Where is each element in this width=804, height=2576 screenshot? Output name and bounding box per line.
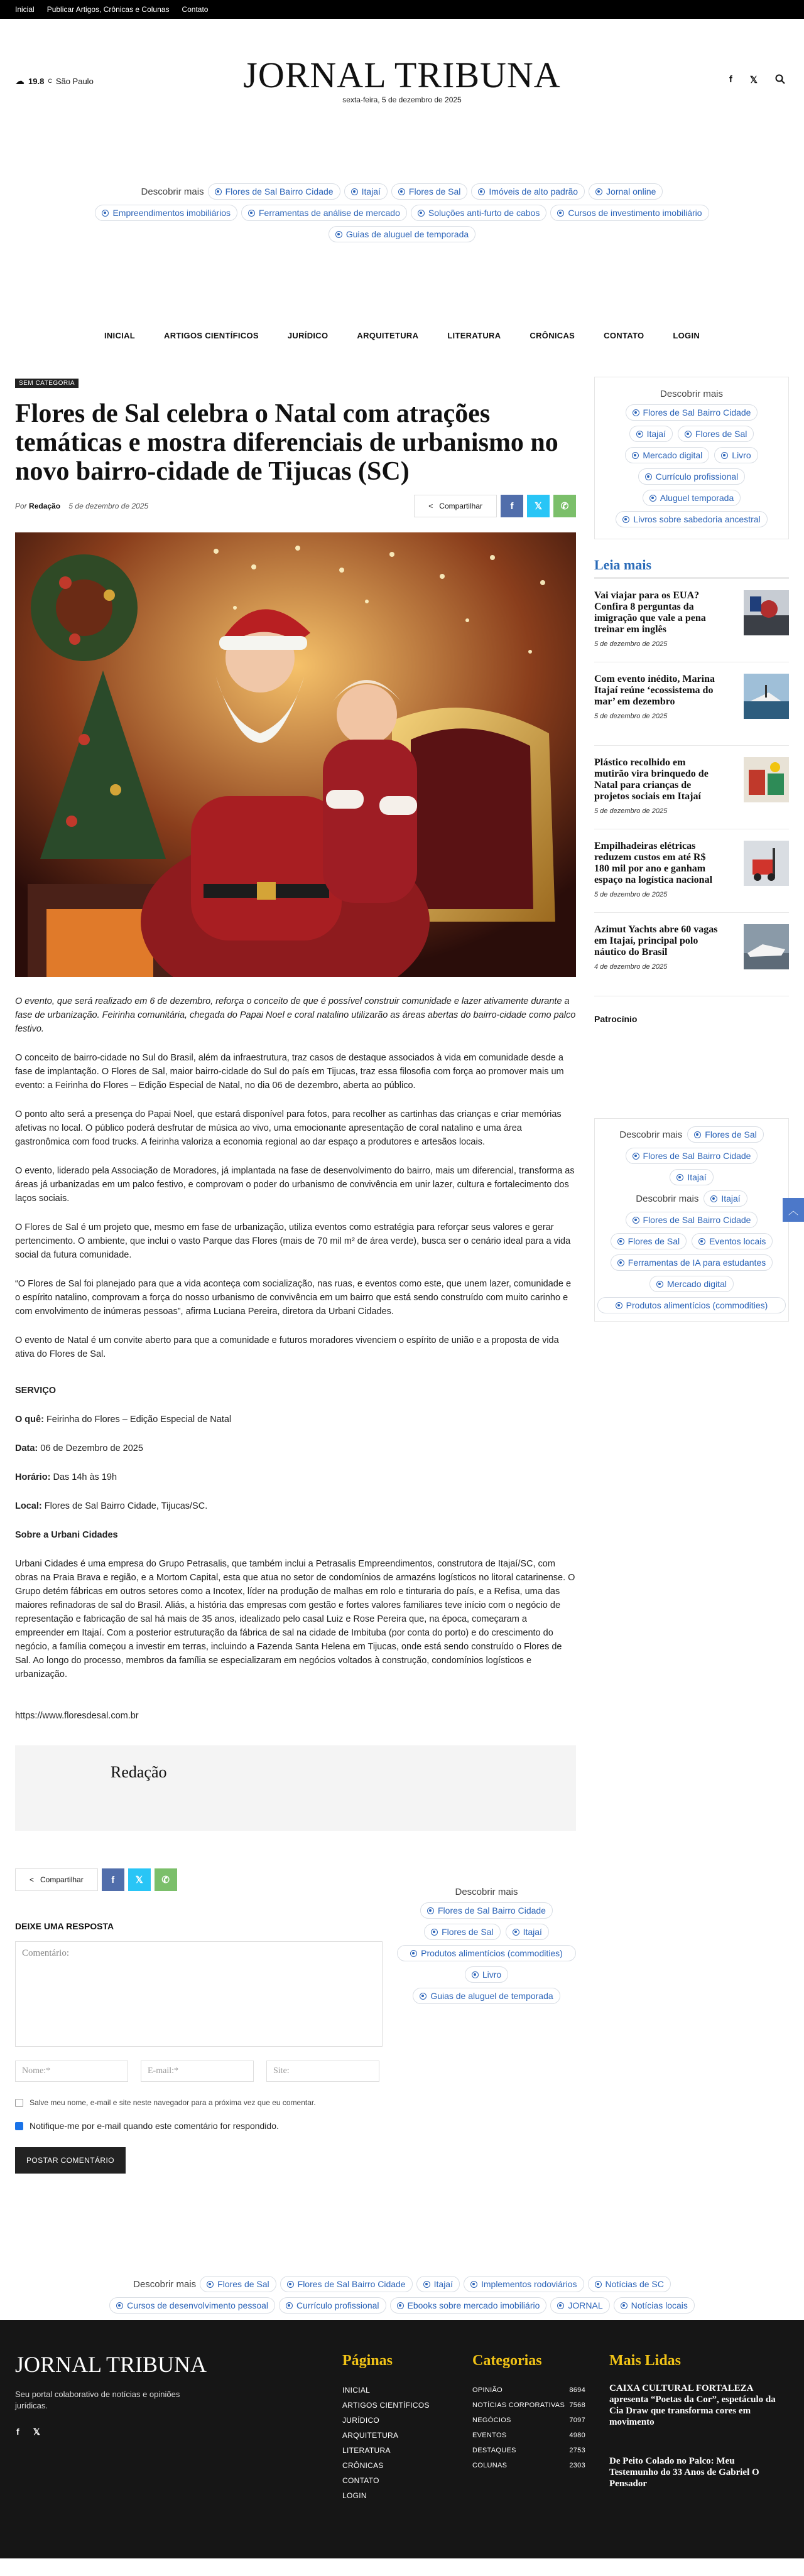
footer-page-link[interactable]: LITERATURA [342, 2446, 391, 2455]
tag-label: Jornal online [606, 186, 656, 197]
discover-tag[interactable] [611, 1254, 773, 1271]
facebook-share-icon[interactable]: f [501, 495, 523, 517]
divider [594, 745, 789, 746]
site-footer [0, 2320, 804, 2558]
footer-category[interactable] [472, 2443, 585, 2458]
facebook-icon[interactable]: f [16, 2427, 19, 2437]
search-tag-icon [513, 1929, 519, 1936]
discover-tag[interactable] [649, 1276, 734, 1292]
leia-mais-item[interactable] [594, 757, 789, 825]
discover-tag[interactable] [506, 1924, 549, 1940]
nav-item-login[interactable]: LOGIN [673, 330, 700, 340]
article-date: 5 de dezembro de 2025 [68, 502, 149, 510]
search-tag-icon [207, 2281, 214, 2288]
tag-label: Flores de Sal Bairro Cidade [643, 1151, 751, 1161]
tag-label: Notícias locais [631, 2300, 688, 2310]
most-read-item[interactable]: De Peito Colado no Palco: Meu Testemunho do 33 Anos de Gabriel O Pensador [609, 2456, 759, 2489]
x-share-icon[interactable]: 𝕏 [527, 495, 550, 517]
footer-description: Seu portal colaborativo de notícias e opiniões jurídicas. [15, 2390, 180, 2410]
search-tag-icon [633, 1153, 639, 1160]
tag-label: Imóveis de alto padrão [489, 186, 579, 197]
category-name: COLUNAS [472, 2462, 508, 2469]
leia-mais-thumbnail[interactable] [744, 841, 789, 886]
leia-mais-item[interactable] [594, 924, 789, 992]
tag-label: Flores de Sal [217, 2279, 269, 2289]
search-tag-icon [633, 409, 639, 416]
search-tag-icon [215, 188, 222, 195]
tag-label: Livro [482, 1970, 502, 1980]
discover-tag[interactable] [279, 2297, 386, 2314]
tag-label: Produtos alimentícios (commodities) [626, 1300, 768, 1310]
discover-more-label: Descobrir mais [133, 2278, 197, 2290]
share-bar [414, 495, 576, 517]
category-name: OPINIÃO [472, 2386, 503, 2394]
nav-item-juridico[interactable]: JURÍDICO [287, 330, 329, 340]
leia-mais-title[interactable]: Com evento inédito, Marina Itajaí reúne ‘ecossistema do mar’ em dezembro [594, 674, 715, 707]
search-tag-icon [649, 495, 656, 502]
share-button[interactable] [15, 1868, 98, 1891]
discover-tag[interactable] [626, 1148, 758, 1164]
footer-page-link[interactable]: CONTATO [342, 2476, 379, 2485]
sidebar-discover-2 [594, 1118, 789, 1322]
tag-label: Flores de Sal Bairro Cidade [643, 1215, 751, 1225]
search-tag-icon [621, 2302, 627, 2309]
discover-tag[interactable] [714, 447, 758, 463]
footer-page-link[interactable]: INICIAL [342, 2386, 371, 2395]
footer-social [16, 2427, 40, 2437]
search-tag-icon [676, 1174, 683, 1181]
facebook-share-icon[interactable]: f [102, 1868, 124, 1891]
weather-temp: 19.8 [28, 76, 45, 86]
notify-label: Notifique-me por e-mail quando este comentário for respondido. [30, 2121, 279, 2131]
tag-label: Flores de Sal [408, 186, 461, 197]
whatsapp-share-icon[interactable]: ✆ [553, 495, 576, 517]
header-date: sexta-feira, 5 de dezembro de 2025 [342, 95, 462, 104]
footer-category[interactable] [472, 2398, 585, 2413]
tag-label: Flores de Sal [705, 1129, 757, 1140]
x-icon[interactable]: 𝕏 [33, 2427, 40, 2437]
discover-tag[interactable] [109, 2297, 275, 2314]
leia-mais-title[interactable]: Azimut Yachts abre 60 vagas em Itajaí, principal polo náutico do Brasil [594, 924, 718, 957]
leia-mais-title[interactable]: Plástico recolhido em mutirão vira brinquedo de Natal para crianças de projetos sociais em Itajaí [594, 757, 709, 802]
search-tag-icon [557, 2302, 564, 2309]
footer-logo[interactable]: JORNAL TRIBUNA [15, 2352, 207, 2377]
category-name: EVENTOS [472, 2432, 507, 2439]
leia-mais-date: 5 de dezembro de 2025 [594, 713, 668, 720]
discover-tag[interactable] [629, 426, 673, 442]
servico-value: Das 14h às 19h [53, 1472, 117, 1482]
footer-categories-heading: Categorias [472, 2352, 542, 2369]
discover-tag[interactable] [687, 1126, 763, 1143]
footer-page-link[interactable]: JURÍDICO [342, 2416, 380, 2425]
tag-label: Flores de Sal Bairro Cidade [225, 186, 334, 197]
topbar-link-inicial[interactable]: Inicial [15, 5, 35, 14]
sidebar [594, 377, 789, 1322]
discover-tag[interactable] [626, 1212, 758, 1228]
search-tag-icon [116, 2302, 123, 2309]
nav-item-inicial[interactable]: INICIAL [104, 330, 135, 340]
nav-item-literatura[interactable]: LITERATURA [447, 330, 501, 340]
site-logo[interactable]: JORNAL TRIBUNA [243, 55, 561, 95]
leia-mais-item[interactable] [594, 674, 789, 741]
discover-tag[interactable] [390, 2297, 547, 2314]
author-box [15, 1745, 576, 1831]
share-label: Compartilhar [439, 502, 482, 510]
tag-label: Itajaí [433, 2279, 453, 2289]
reply-heading: DEIXE UMA RESPOSTA [15, 1921, 114, 1931]
search-tag-icon [423, 2281, 430, 2288]
servico-value: Flores de Sal Bairro Cidade, Tijucas/SC. [44, 1501, 208, 1511]
site-header [0, 19, 804, 108]
search-tag-icon [102, 210, 109, 217]
search-tag-icon [418, 210, 425, 217]
tag-label: Cursos de desenvolvimento pessoal [127, 2300, 269, 2310]
scroll-to-top-button[interactable] [783, 1198, 804, 1222]
discover-tag[interactable] [670, 1169, 713, 1185]
nav-item-contato[interactable]: CONTATO [604, 330, 644, 340]
leia-mais-thumbnail[interactable] [744, 924, 789, 969]
author-link[interactable]: Redação [29, 502, 61, 510]
tag-label: Itajaí [646, 429, 666, 439]
tag-label: Itajaí [361, 186, 381, 197]
discover-tag[interactable] [638, 468, 746, 485]
tag-label: Mercado digital [667, 1279, 727, 1289]
discover-tag[interactable] [625, 447, 709, 463]
save-info-checkbox[interactable] [15, 2099, 23, 2107]
search-tag-icon [431, 1929, 438, 1936]
nav-item-arquitetura[interactable]: ARQUITETURA [357, 330, 419, 340]
discover-tag[interactable] [200, 2276, 276, 2292]
tag-label: Currículo profissional [296, 2300, 379, 2310]
share-icon: < [428, 502, 433, 510]
category-count: 8694 [569, 2386, 585, 2394]
search-tag-icon [617, 1259, 624, 1266]
divider [594, 912, 789, 913]
discover-tag[interactable] [614, 2297, 695, 2314]
search-tag-icon [287, 2281, 294, 2288]
discover-tag[interactable] [329, 226, 475, 242]
search-tag-icon [478, 188, 485, 195]
tag-label: Flores de Sal [627, 1236, 680, 1246]
discover-tag[interactable] [597, 1297, 786, 1313]
discover-tag[interactable] [550, 2297, 609, 2314]
tag-label: Livros sobre sabedoria ancestral [633, 514, 761, 524]
search-tag-icon [595, 2281, 602, 2288]
tag-label: Flores de Sal Bairro Cidade [643, 407, 751, 418]
servico-item [15, 1413, 576, 1426]
name-field[interactable]: Nome:* [15, 2061, 128, 2082]
discover-more-label: Descobrir mais [636, 1193, 699, 1204]
search-icon[interactable] [775, 74, 785, 87]
search-tag-icon [427, 1907, 434, 1914]
search-tag-icon [398, 188, 405, 195]
discover-tag[interactable] [208, 183, 340, 200]
footer-category[interactable] [472, 2458, 585, 2473]
comment-textarea[interactable]: Comentário: [15, 1941, 383, 2047]
discover-tag[interactable] [588, 2276, 671, 2292]
discover-tag[interactable] [241, 205, 407, 221]
search-tag-icon [698, 1238, 705, 1245]
tag-label: Notícias de SC [605, 2279, 664, 2289]
search-tag-icon [645, 473, 652, 480]
discover-more-label: Descobrir mais [619, 1129, 683, 1140]
servico-heading: SERVIÇO [15, 1386, 57, 1396]
leia-mais-heading: Leia mais [594, 557, 652, 573]
servico-label: O quê: [15, 1415, 44, 1425]
paragraph: O evento de Natal é um convite aberto para que a comunidade e futuros moradores vivenciem o espírito de união e a proposta de vida ativa do Flores de Sal. [15, 1335, 559, 1359]
post-comment-button[interactable]: POSTAR COMENTÁRIO [15, 2147, 126, 2174]
category-count: 4980 [569, 2432, 585, 2439]
discover-tag[interactable] [416, 2276, 460, 2292]
chevron-up-icon: ︿ [788, 1205, 798, 1217]
discover-tag[interactable] [704, 1190, 747, 1207]
tag-label: Ferramentas de análise de mercado [258, 208, 400, 218]
paragraph: O ponto alto será a presença do Papai Noel, que estará disponível para fotos, para recolher as cartinhas das crianças e criar memórias afetivas no local. O público poderá desfrutar de música ao vivo, uma emocionante apresentação de coral natalino e uma área gastronômica com food trucks. A feirinha valoriza a economia regional ao dar espaço a produtores e artesãos locais. [15, 1109, 562, 1147]
leia-mais-thumbnail[interactable] [744, 590, 789, 635]
tag-label: Implementos rodoviários [481, 2279, 577, 2289]
leia-mais-item[interactable] [594, 841, 789, 908]
tag-label: Guias de aluguel de temporada [345, 229, 469, 239]
search-tag-icon [595, 188, 602, 195]
footer-page-link[interactable]: CRÔNICAS [342, 2461, 384, 2470]
tag-label: Currículo profissional [655, 472, 739, 482]
discover-tag[interactable] [344, 183, 388, 200]
tag-label: Empreendimentos imobiliários [112, 208, 231, 218]
notify-checkbox[interactable] [15, 2122, 23, 2130]
tag-label: Flores de Sal Bairro Cidade [438, 1905, 546, 1916]
tag-label: Aluguel temporada [660, 493, 734, 503]
byline [15, 502, 148, 510]
search-tag-icon [470, 2281, 477, 2288]
article-title: Flores de Sal celebra o Natal com atrações temáticas e mostra diferenciais de urbanismo no novo bairro-cidade de Tijucas (SC) [15, 399, 558, 486]
topbar-link-contato[interactable]: Contato [182, 5, 209, 14]
tag-label: Ebooks sobre mercado imobiliário [407, 2300, 540, 2310]
footer-page-link[interactable]: ARTIGOS CIENTÍFICOS [342, 2401, 430, 2410]
search-tag-icon [622, 516, 629, 523]
x-icon[interactable]: 𝕏 [749, 75, 758, 85]
leia-mais-date: 5 de dezembro de 2025 [594, 891, 668, 898]
top-bar [0, 0, 804, 19]
leia-mais-item[interactable] [594, 590, 789, 658]
topbar-link-publicar[interactable]: Publicar Artigos, Crônicas e Colunas [46, 5, 170, 14]
image-caption: O evento, que será realizado em 6 de dezembro, reforça o conceito de que é possível construir comunidade e lazer ativamente durante a fase de urbanização. Feirinha comunitária, chegada do Papai Noel e coral natalino utilizarão as áreas abertas do bairro-cidade como palco festivo. [15, 996, 576, 1034]
search-tag-icon [351, 188, 358, 195]
category-name: NOTÍCIAS CORPORATIVAS [472, 2401, 565, 2409]
notify-option [15, 2121, 576, 2131]
tag-label: Itajaí [523, 1927, 542, 1937]
tag-label: Livro [732, 450, 751, 460]
search-tag-icon [420, 1993, 426, 2000]
tag-label: Eventos locais [709, 1236, 766, 1246]
discover-tag[interactable] [464, 2276, 584, 2292]
search-tag-icon [397, 2302, 404, 2309]
servico-value: Feirinha do Flores – Edição Especial de Natal [46, 1415, 232, 1425]
tag-label: Guias de aluguel de temporada [430, 1991, 553, 2001]
nav-item-artigos[interactable]: ARTIGOS CIENTÍFICOS [164, 330, 259, 340]
comments-discover [397, 1887, 576, 2004]
comment-fields [15, 2061, 576, 2082]
discover-tag[interactable] [413, 1988, 560, 2004]
content-wrapper [0, 377, 804, 2270]
site-field[interactable]: Site: [266, 2061, 379, 2082]
tag-label: Cursos de investimento imobiliário [568, 208, 702, 218]
tag-label: Itajaí [721, 1194, 741, 1204]
main-nav [0, 316, 804, 354]
servico-label: Local: [15, 1501, 42, 1511]
most-read-item[interactable]: CAIXA CULTURAL FORTALEZA apresenta “Poetas da Cor”, espetáculo da Cia Draw que transforma cores em movimento [609, 2383, 776, 2427]
search-tag-icon [286, 2302, 293, 2309]
servico-label: Horário: [15, 1472, 51, 1482]
share-button[interactable] [414, 495, 497, 517]
discover-more-label: Descobrir mais [455, 1887, 518, 1897]
category-count: 7568 [569, 2401, 585, 2409]
search-tag-icon [633, 1217, 639, 1224]
search-tag-icon [617, 1238, 624, 1245]
search-tag-icon [557, 210, 564, 217]
discover-tag[interactable] [411, 205, 546, 221]
byline-prefix: Por [15, 502, 27, 510]
footer-pages-list [342, 2383, 430, 2503]
nav-item-cronicas[interactable]: CRÔNICAS [530, 330, 575, 340]
category-name: DESTAQUES [472, 2447, 516, 2454]
footer-page-link[interactable]: ARQUITETURA [342, 2431, 399, 2440]
search-tag-icon [472, 1971, 479, 1978]
discover-tag[interactable] [678, 426, 754, 442]
save-info-option [15, 2098, 576, 2107]
search-tag-icon [685, 431, 692, 438]
email-field[interactable]: E-mail:* [141, 2061, 254, 2082]
patrocinio-heading: Patrocínio [594, 1014, 638, 1024]
sidebar-discover-1 [594, 377, 789, 539]
article-meta [15, 495, 576, 517]
discover-tag[interactable] [420, 1902, 553, 1919]
servico-item [15, 1499, 576, 1513]
discover-tag[interactable] [95, 205, 237, 221]
tag-label: Flores de Sal [695, 429, 747, 439]
about-paragraph: Urbani Cidades é uma empresa do Grupo Petrasalis, que também inclui a Petrasalis Empreendimentos, construtora de Itajaí/SC, com obras na Praia Brava e região, e a Mortom Capital, esta que atua no setor de condomínios de armazéns logísticos no litoral catarinense. O Grupo detém fábricas em outros setores como a Incotex, líder na produção de malhas em rolo e tinturaria do país, e a Refisa, uma das maiores refinadoras de sal do Brasil. Aliás, a história das empresas com gestão e fortes valores familiares teve início com o negócio de representação e fabricação de sal há mais de 35 anos, idealizado pelo casal Luiz e Rose Pereira que, na época, começaram a empreender em Itajaí. Com a posterior estruturação da fábrica de sal na cidade de Imbituba (por conta do porto) e do crescimento do negócio, a família começou a investir em terras, incluindo a Fazenda Santa Helena em Tijucas, onde está sendo construído o Flores de Sal. Ao longo do processo, membros da família se especializaram em negócios voltados à construção, condomínios logísticos e urbanização. [15, 1559, 575, 1679]
search-tag-icon [694, 1131, 701, 1138]
discover-tag[interactable] [611, 1233, 687, 1249]
leia-mais-thumbnail[interactable] [744, 674, 789, 719]
search-tag-icon [656, 1281, 663, 1288]
discover-tag[interactable] [391, 183, 467, 200]
discover-tag[interactable] [471, 183, 585, 200]
paragraph: O Flores de Sal é um projeto que, mesmo em fase de urbanização, utiliza eventos como estratégia para reforçar seus valores e gerar pertencimento. O ambiente, que inclui o vasto Parque das Flores (mais de 70 mil m² de área verde), busca ser o cenário ideal para a vida social da futura comunidade. [15, 1222, 571, 1260]
tag-label: Flores de Sal [442, 1927, 494, 1937]
category-count: 2303 [569, 2462, 585, 2469]
discover-tag[interactable] [424, 1924, 500, 1940]
search-tag-icon [636, 431, 643, 438]
discover-tag[interactable] [626, 404, 758, 421]
category-count: 2753 [569, 2447, 585, 2454]
footer-most-read-list [609, 2383, 779, 2489]
search-tag-icon [410, 1950, 417, 1957]
category-count: 7097 [569, 2417, 585, 2424]
footer-category[interactable] [472, 2383, 585, 2398]
tag-label: Soluções anti-furto de cabos [428, 208, 540, 218]
leia-mais-date: 5 de dezembro de 2025 [594, 807, 668, 815]
cloud-icon: ☁ [15, 76, 24, 87]
divider [594, 577, 789, 579]
leia-mais-date: 4 de dezembro de 2025 [594, 963, 668, 971]
share-label: Compartilhar [40, 1875, 84, 1884]
search-tag-icon [632, 452, 639, 459]
header-icons [729, 74, 785, 87]
servico-value: 06 de Dezembro de 2025 [40, 1443, 143, 1453]
category-badge[interactable]: SEM CATEGORIA [15, 379, 79, 388]
discover-tag[interactable] [692, 1233, 773, 1249]
footer-pages-heading: Páginas [342, 2352, 393, 2369]
category-name: NEGÓCIOS [472, 2417, 511, 2424]
servico-item [15, 1442, 576, 1455]
discover-more-label: Descobrir mais [660, 389, 724, 399]
facebook-icon[interactable]: f [729, 74, 732, 85]
source-link[interactable]: https://www.floresdesal.com.br [15, 1711, 139, 1721]
discover-tag[interactable] [643, 490, 741, 506]
tag-label: Produtos alimentícios (commodities) [421, 1948, 563, 1958]
search-tag-icon [248, 210, 255, 217]
tag-label: JORNAL [568, 2300, 603, 2310]
discover-tag[interactable] [589, 183, 663, 200]
search-tag-icon [721, 452, 728, 459]
discover-tag[interactable] [550, 205, 709, 221]
search-tag-icon [616, 1302, 622, 1309]
paragraph: O evento, liderado pela Associação de Moradores, já implantada na fase de desenvolvimento do bairro, mais um diferencial, transforma as áreas já urbanizadas em um palco festivo, e comprovam o poder do urbanismo de convivência em unir lazer, cultura e fortalecimento dos laços sociais. [15, 1166, 575, 1204]
footer-categories-list [472, 2383, 585, 2473]
article-hero-image [15, 532, 576, 977]
save-info-label: Salve meu nome, e-mail e site neste navegador para a próxima vez que eu comentar. [30, 2098, 316, 2107]
search-tag-icon [710, 1195, 717, 1202]
paragraph: O conceito de bairro-cidade no Sul do Brasil, além da infraestrutura, traz casos de destaque associados à vida em comunidade desde a fase de implantação. O Flores de Sal, maior bairro-cidade do Sul do país em Tijucas, traz essa filosofia com força ao promover mais um evento: a Feirinha do Flores – Edição Especial de Natal, no dia 06 de dezembro, aberta ao público. [15, 1053, 564, 1091]
servico-item [15, 1470, 576, 1484]
search-tag-icon [335, 231, 342, 238]
tag-label: Itajaí [687, 1172, 707, 1182]
discover-tag[interactable] [616, 511, 767, 527]
x-share-icon[interactable]: 𝕏 [128, 1868, 151, 1891]
footer-page-link[interactable]: LOGIN [342, 2491, 367, 2500]
weather-unit: C [48, 78, 52, 84]
discover-tag[interactable] [280, 2276, 413, 2292]
share-icon: < [30, 1875, 35, 1884]
tag-label: Mercado digital [643, 450, 703, 460]
servico-label: Data: [15, 1443, 38, 1453]
whatsapp-share-icon[interactable]: ✆ [155, 1868, 177, 1891]
author-box-name[interactable]: Redação [111, 1763, 167, 1781]
leia-mais-title[interactable]: Empilhadeiras elétricas reduzem custos em até R$ 180 mil por ano e ganham espaço na logística nacional [594, 841, 713, 885]
tag-label: Flores de Sal Bairro Cidade [297, 2279, 406, 2289]
discover-tag[interactable] [465, 1966, 508, 1983]
weather-city: São Paulo [55, 76, 94, 86]
discover-more-label: Descobrir mais [141, 186, 204, 197]
leia-mais-thumbnail[interactable] [744, 757, 789, 802]
discover-tag[interactable] [397, 1945, 576, 1961]
discover-more-bottom [88, 2270, 716, 2320]
article-body [15, 1051, 576, 1723]
footer-most-read-heading: Mais Lidas [609, 2352, 682, 2369]
footer-category[interactable] [472, 2428, 585, 2443]
leia-mais-title[interactable]: Vai viajar para os EUA? Confira 8 perguntas da imigração que vale a pena treinar em inglês [594, 590, 706, 635]
leia-mais-date: 5 de dezembro de 2025 [594, 640, 668, 648]
footer-category[interactable] [472, 2413, 585, 2428]
discover-more-top [88, 183, 716, 242]
paragraph: “O Flores de Sal foi planejado para que a vida aconteça com socialização, nas ruas, e eventos como este, que unem lazer, comunidade e o espírito natalino, comprovam a força do nosso urbanismo de convivência em um bairro que está sendo construído com muito carinho e com envolvimento de inúmeras pessoas”, afirma Luciana Pereira, diretora da Urbani Cidades. [15, 1279, 572, 1317]
tag-label: Ferramentas de IA para estudantes [627, 1258, 766, 1268]
about-heading: Sobre a Urbani Cidades [15, 1530, 118, 1540]
